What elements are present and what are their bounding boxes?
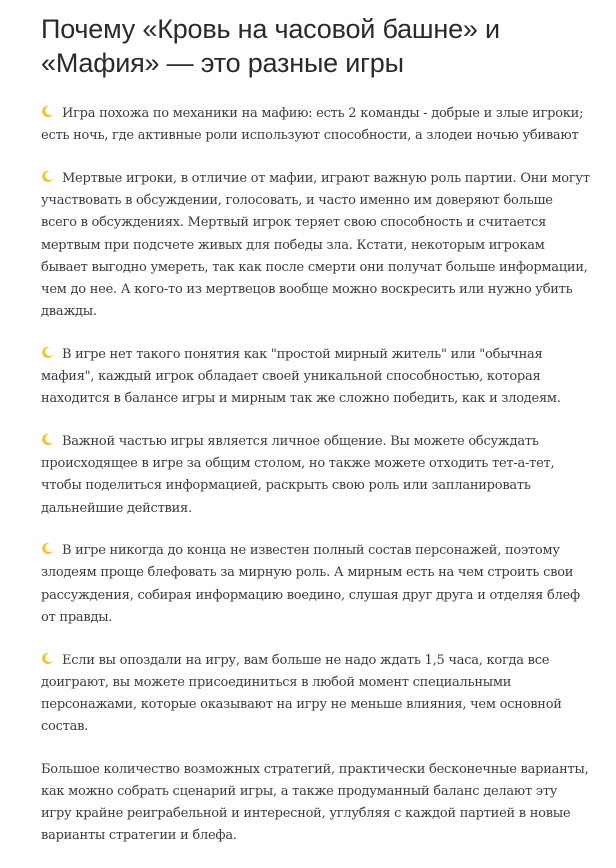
paragraph-personal-talk bbox=[41, 431, 591, 520]
crescent-moon-icon bbox=[41, 346, 54, 359]
crescent-moon-icon bbox=[41, 105, 54, 118]
paragraph-unique-roles bbox=[41, 344, 591, 411]
paragraph-conclusion bbox=[41, 759, 591, 848]
crescent-moon-icon bbox=[41, 170, 54, 183]
paragraph-text: Большое количество возможных стратегий, практически бесконечные варианты, как можно собрать сценарий игры, а также продуманный баланс делают эту игру крайне реиграбельной и интересной, углубляя с каждой партией в новые варианты стратегии и блефа. bbox=[41, 761, 589, 844]
paragraph-text: В игре нет такого понятия как "простой мирный житель" или "обычная мафия", каждый игрок обладает своей уникальной способностью, которая находится в балансе игры и мирным так же сложно победить, как и злодеям. bbox=[41, 346, 561, 407]
paragraph-mechanics bbox=[41, 103, 591, 147]
crescent-moon-icon bbox=[41, 433, 54, 446]
article-title bbox=[41, 12, 586, 80]
paragraph-text: Если вы опоздали на игру, вам больше не надо ждать 1,5 часа, когда все доиграют, вы можете присоединиться в любой момент специальными персонажами, которые оказывают на игру не меньше влияния, чем основной состав. bbox=[41, 652, 562, 735]
article-title-line1: Почему «Кровь на часовой башне» и bbox=[41, 14, 500, 44]
paragraph-text: В игре никогда до конца не известен полный состав персонажей, поэтому злодеям проще блефовать за мирную роль. А мирным есть на чем строить свои рассуждения, собирая информацию воедино, слушая друг друга и отделяя блеф от правды. bbox=[41, 543, 580, 625]
paragraph-late-join bbox=[41, 650, 591, 739]
paragraph-dead-players bbox=[41, 168, 591, 323]
article-body bbox=[41, 103, 591, 868]
paragraph-text: Игра похожа по механики на мафию: есть 2 команды - добрые и злые игроки; есть ночь, где активные роли используют способности, а злодеи ночью убивают bbox=[41, 106, 584, 144]
paragraph-text: Мертвые игроки, в отличие от мафии, играют важную роль партии. Они могут участвовать в обсуждении, голосовать, и часто именно им доверяют больше всего в обсуждениях. Мертвый игрок теряет свою способность и считается мертвым при подсчете живых для победы зла. Кстати, некоторым игрокам бывает выгодно умереть, так как после смерти они получат больше информации, чем до нее. А кого-то из мертвецов вообще можно воскресить или нужно убить дважды. bbox=[41, 170, 590, 320]
paragraph-unknown-roster bbox=[41, 540, 591, 629]
paragraph-text: Важной частью игры является личное общение. Вы можете обсуждать происходящее в игре за общим столом, но также можете отходить тет-а-тет, чтобы поделиться информацией, раскрыть свою роль или запланировать дальнейшие действия. bbox=[41, 433, 555, 516]
article-title-line2: «Мафия» — это разные игры bbox=[41, 48, 404, 78]
crescent-moon-icon bbox=[41, 652, 54, 665]
crescent-moon-icon bbox=[41, 542, 54, 555]
